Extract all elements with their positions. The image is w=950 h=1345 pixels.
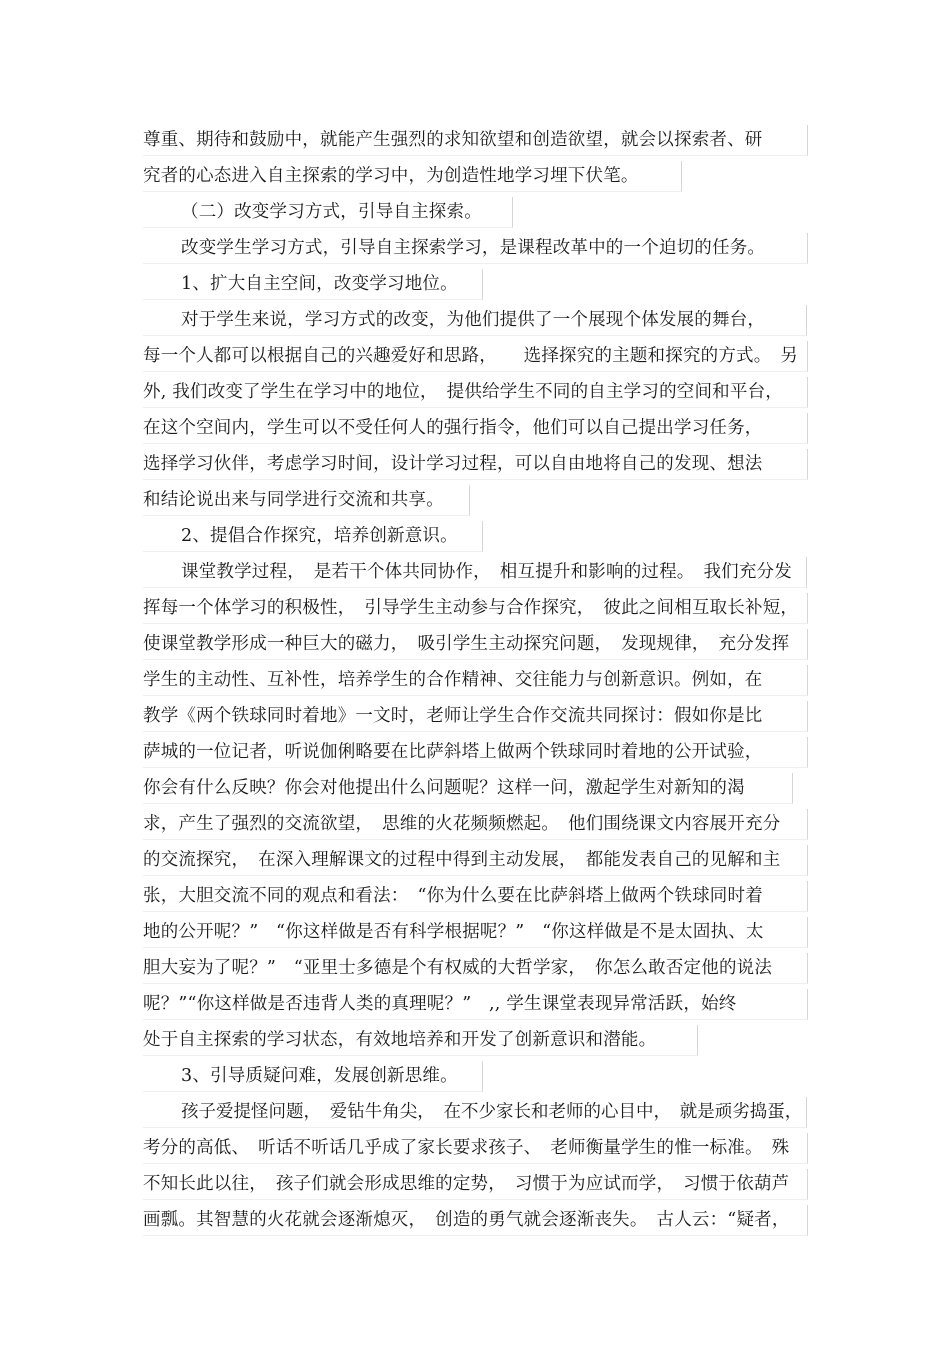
text-line-8: 外, 我们改变了学生在学习中的地位， 提供给学生不同的自主学习的空间和平台， [143, 377, 808, 408]
text-line-20: 求，产生了强烈的交流欲望， 思维的火花频频燃起。 他们围绕课文内容展开充分 [143, 809, 808, 840]
text-line-14: 挥每一个体学习的积极性， 引导学生主动参与合作探究， 彼此之间相互取长补短， [143, 593, 808, 624]
text-line-24: 胆大妄为了呢？” “亚里士多德是个有权威的大哲学家， 你怎么敢否定他的说法 [143, 953, 808, 984]
text-line-26: 处于自主探索的学习状态，有效地培养和开发了创新意识和潜能。 [143, 1025, 698, 1056]
text-line-11: 和结论说出来与同学进行交流和共享。 [143, 485, 470, 516]
subheading-1: 1、扩大自主空间，改变学习地位。 [143, 269, 483, 300]
text-line-9: 在这个空间内，学生可以不受任何人的强行指令，他们可以自己提出学习任务， [143, 413, 808, 444]
section-heading-2: （二）改变学习方式，引导自主探索。 [143, 197, 513, 228]
subheading-2: 2、提倡合作探究，培养创新意识。 [143, 521, 483, 552]
text-line-1: 尊重、期待和鼓励中，就能产生强烈的求知欲望和创造欲望，就会以探索者、研 [143, 125, 808, 156]
text-line-17: 教学《两个铁球同时着地》一文时，老师让学生合作交流共同探讨：假如你是比 [143, 701, 808, 732]
text-line-13: 课堂教学过程， 是若干个体共同协作， 相互提升和影响的过程。 我们充分发 [143, 557, 807, 588]
text-line-7: 每一个人都可以根据自己的兴趣爱好和思路， 选择探究的主题和探究的方式。 另 [143, 341, 808, 372]
text-line-21: 的交流探究， 在深入理解课文的过程中得到主动发展， 都能发表自己的见解和主 [143, 845, 808, 876]
text-line-25: 呢？”“你这样做是否违背人类的真理呢？” ,, 学生课堂表现异常活跃，始终 [143, 989, 808, 1020]
text-line-23: 地的公开呢？” “你这样做是否有科学根据呢？” “你这样做是不是太固执、太 [143, 917, 808, 948]
text-line-31: 画瓢。其智慧的火花就会逐渐熄灭， 创造的勇气就会逐渐丧失。 古人云：“疑者， [143, 1205, 808, 1236]
text-line-16: 学生的主动性、互补性，培养学生的合作精神、交往能力与创新意识。例如，在 [143, 665, 808, 696]
text-line-19: 你会有什么反映？你会对他提出什么问题呢？这样一问，激起学生对新知的渴 [143, 773, 793, 804]
text-line-2: 究者的心态进入自主探索的学习中，为创造性地学习埋下伏笔。 [143, 161, 682, 192]
text-line-30: 不知长此以往， 孩子们就会形成思维的定势， 习惯于为应试而学， 习惯于依葫芦 [143, 1169, 808, 1200]
text-line-6: 对于学生来说，学习方式的改变，为他们提供了一个展现个体发展的舞台， [143, 305, 807, 336]
text-line-4: 改变学生学习方式，引导自主探索学习，是课程改革中的一个迫切的任务。 [143, 233, 808, 264]
text-line-18: 萨城的一位记者，听说伽俐略要在比萨斜塔上做两个铁球同时着地的公开试验， [143, 737, 808, 768]
text-line-22: 张，大胆交流不同的观点和看法： “你为什么要在比萨斜塔上做两个铁球同时着 [143, 881, 808, 912]
subheading-3: 3、引导质疑问难，发展创新思维。 [143, 1061, 483, 1092]
text-line-29: 考分的高低、 听话不听话几乎成了家长要求孩子、 老师衡量学生的惟一标准。 殊 [143, 1133, 808, 1164]
text-line-15: 使课堂教学形成一种巨大的磁力， 吸引学生主动探究问题， 发现规律， 充分发挥 [143, 629, 808, 660]
text-line-28: 孩子爱提怪问题， 爱钻牛角尖， 在不少家长和老师的心目中， 就是顽劣捣蛋， [143, 1097, 807, 1128]
text-line-10: 选择学习伙伴，考虑学习时间，设计学习过程，可以自由地将自己的发现、想法 [143, 449, 808, 480]
